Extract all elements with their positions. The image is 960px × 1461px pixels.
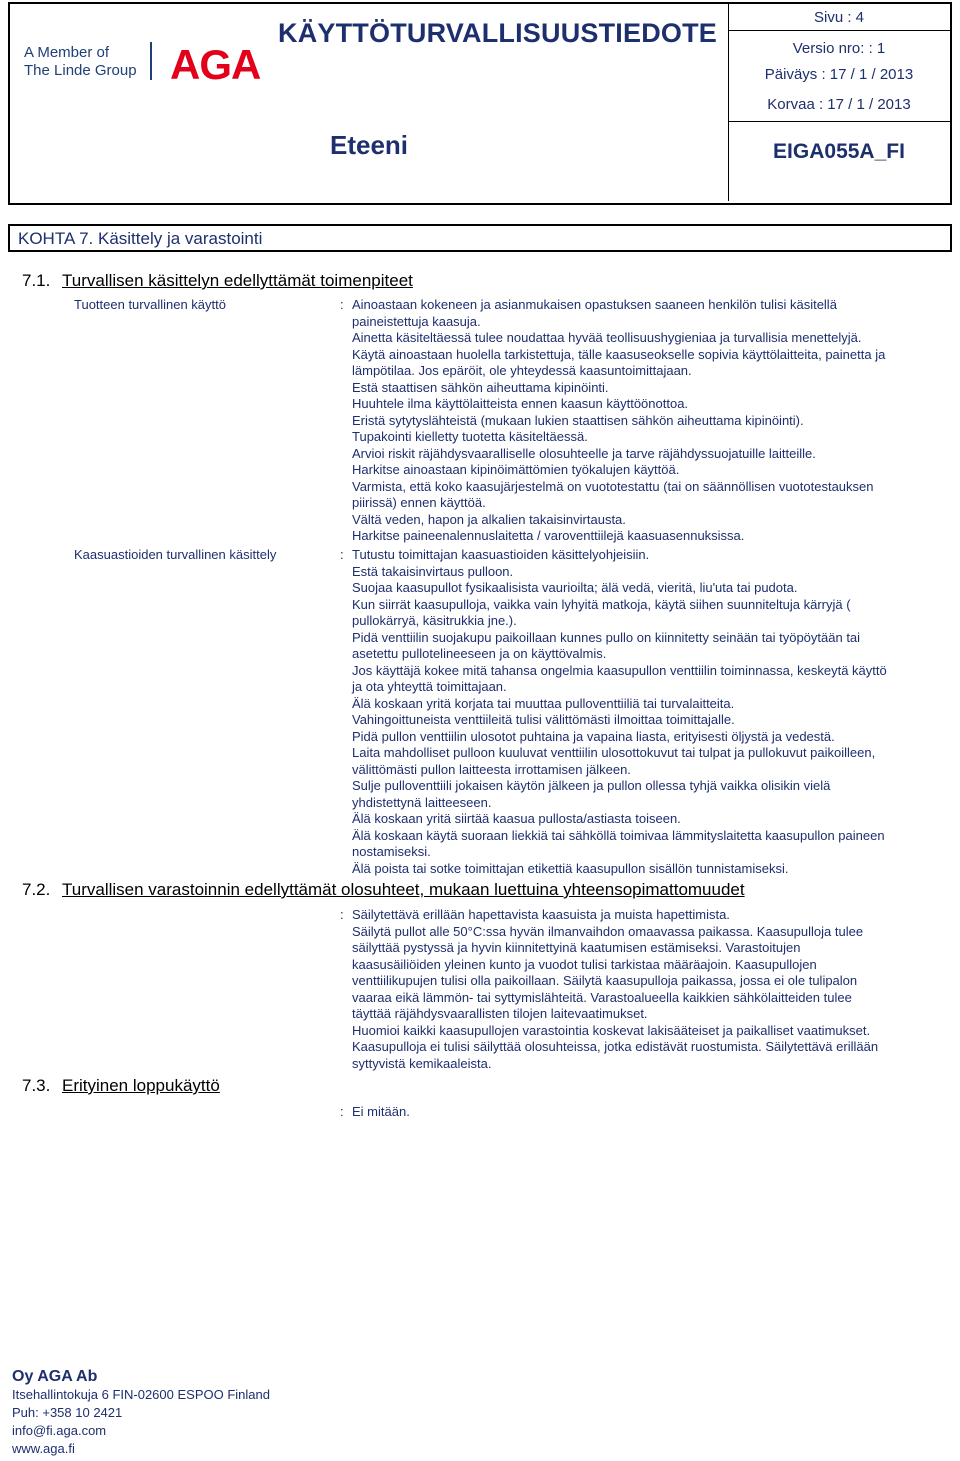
product-use-text	[352, 297, 947, 545]
storage-line: täyttää räjähdysvaarallisten tilojen laitevaatimukset.	[352, 1006, 648, 1021]
container-handling-line: Kun siirrät kaasupulloja, vaikka vain lyhyitä matkoja, käytä siihen suunniteltuja kärryjä (	[352, 596, 851, 612]
section-header	[8, 224, 952, 252]
document-code: EIGA055A_FI	[773, 140, 905, 163]
container-handling-line: Sulje pulloventtiili jokaisen käytön jälkeen ja pullon ollessa tyhjä vaikka olisikin vielä	[352, 778, 831, 793]
logo-divider	[150, 42, 152, 80]
product-name: Eteeni	[330, 130, 409, 160]
linde-logo-line2: The Linde Group	[24, 62, 137, 79]
container-handling-line: pullokärryä, käsitrukkia jne.).	[352, 613, 517, 628]
container-handling-line: asetettu pullotelineeseen ja on käyttövalmis.	[352, 646, 607, 661]
storage-line: Säilytä pullot alle 50°C:ssa hyvän ilmanvaihdon omaavassa paikassa. Kaasupulloja tulee	[352, 923, 864, 939]
page-number: Sivu : 4	[813, 9, 865, 26]
container-handling-line: Älä koskaan yritä siirtää kaasua pullosta/astiasta toiseen.	[352, 811, 681, 826]
container-handling-line: Jos käyttäjä kokee mitä tahansa ongelmia kaasupullon venttiilin toiminnassa, keskeytä käyttö	[352, 662, 887, 678]
label-colon: :	[340, 907, 344, 922]
subsection-title: Turvallisen käsittelyn edellyttämät toimenpiteet	[62, 271, 413, 290]
footer-email[interactable]: info@fi.aga.com	[12, 1423, 107, 1438]
subsection-7-1-heading	[22, 271, 413, 291]
product-use-line: Ainetta käsiteltäessä tulee noudattaa hyvää teollisuushygieniaa ja turvallisia menettelyjä.	[352, 330, 862, 345]
linde-logo-line1: A Member of	[24, 44, 110, 61]
product-use-line: Arvioi riskit räjähdysvaaralliselle olosuhteelle ja tarve räjähdyssuojatuille laitteille.	[352, 445, 816, 461]
container-handling-line: Tutustu toimittajan kaasuastioiden käsittelyohjeisiin.	[352, 547, 650, 562]
section-title: KOHTA 7. Käsittely ja varastointi	[18, 229, 263, 248]
storage-text	[352, 907, 947, 1072]
container-handling-line: Laita mahdolliset pulloon kuuluvat venttiilin ulosottokuvut tai tulpat ja pullokuvut paikoilleen,	[352, 745, 876, 760]
container-handling-line: Älä koskaan yritä korjata tai muuttaa pulloventtiiliä tai turvalaitteita.	[352, 695, 735, 711]
container-handling-text	[352, 547, 947, 877]
footer-address: Itsehallintokuja 6 FIN-02600 ESPOO Finland	[12, 1387, 270, 1402]
aga-logo-text: AGA	[170, 41, 261, 88]
subsection-title: Turvallisen varastoinnin edellyttämät olosuhteet, mukaan luettuina yhteensopimattomuudet	[62, 880, 745, 899]
document-footer	[12, 1368, 270, 1458]
container-handling-line: Suojaa kaasupullot fysikaalisista vaurioilta; älä vedä, vieritä, liu'uta tai pudota.	[352, 580, 798, 595]
storage-line: Säilytettävä erillään hapettavista kaasuista ja muista hapettimista.	[352, 907, 730, 922]
label-colon: :	[340, 297, 344, 312]
product-use-line: piirissä) ennen käyttöä.	[352, 495, 486, 510]
storage-line: venttiilikupujen tulisi olla paikoillaan. Säilytä kaasupulloja paikassa, jossa ei ole tulipalon	[352, 973, 858, 988]
storage-line: syttyvistä kemikaaleista.	[352, 1055, 492, 1071]
container-handling-line: Älä poista tai sotke toimittajan etikettiä kaasupullon sisällön tunnistamiseksi.	[352, 860, 789, 876]
container-handling-label: Kaasuastioiden turvallinen käsittely	[74, 547, 277, 562]
document-title: KÄYTTÖTURVALLISUUSTIEDOTE	[278, 18, 718, 48]
linde-group-logo	[24, 44, 137, 80]
issue-date: Päiväys : 17 / 1 / 2013	[764, 66, 914, 83]
storage-line: vaaraa eikä lämmön- tai syttymislähteitä. Varastoalueella kaikkien sähkölaitteiden tulee	[352, 989, 852, 1005]
product-use-line: Ainoastaan kokeneen ja asianmukaisen opastuksen saaneen henkilön tulisi käsitellä	[352, 297, 837, 312]
container-handling-line: Pidä venttiilin suojakupu paikoillaan kunnes pullo on kiinnitetty seinään tai työpöytään tai	[352, 629, 861, 645]
replaces-date: Korvaa : 17 / 1 / 2013	[767, 96, 911, 113]
storage-line: säilyttää pystyssä ja hyvin kiinnitettyinä kaatumisen estämiseksi. Varastoitujen	[352, 940, 801, 955]
product-use-line: Käytä ainoastaan huolella tarkistettuja, tälle kaasuseokselle sopivia käyttölaitteita, painetta ja	[352, 346, 886, 362]
footer-website[interactable]: www.aga.fi	[12, 1441, 75, 1456]
storage-line: kaasusäiliöiden yleinen kunto ja vuodot tulisi tarkistaa määräajoin. Kaasupullojen	[352, 956, 817, 972]
container-handling-line: Älä koskaan käytä suoraan liekkiä tai sähköllä toimivaa lämmityslaitetta kaasupullon paineen	[352, 827, 885, 843]
container-handling-line: Vahingoittuneista venttiileitä tulisi välittömästi ilmoittaa toimittajalle.	[352, 712, 735, 727]
document-meta	[728, 4, 950, 201]
version-number: Versio nro: : 1	[792, 40, 886, 57]
subsection-7-2-heading	[22, 880, 745, 900]
label-colon: :	[340, 547, 344, 562]
product-use-line: Huuhtele ilma käyttölaitteista ennen kaasun käyttöönottoa.	[352, 396, 689, 411]
meta-divider	[728, 30, 950, 31]
product-use-line: Harkitse paineenalennuslaitetta / varoventtiilejä kaasuasennuksissa.	[352, 528, 745, 543]
product-use-line: Eristä sytytyslähteistä (mukaan lukien staattisen sähkön aiheuttama kipinöinti).	[352, 412, 804, 428]
subsection-number: 7.2.	[22, 880, 51, 899]
container-handling-line: välittömästi pullon laitteesta irrottamisen jälkeen.	[352, 761, 631, 777]
document-header	[8, 2, 952, 205]
container-handling-line: Estä takaisinvirtaus pulloon.	[352, 563, 514, 579]
storage-line: Kaasupulloja ei tulisi säilyttää olosuhteissa, jotka edistävät ruostumista. Säilytettävä erillään	[352, 1039, 879, 1054]
subsection-title: Erityinen loppukäyttö	[62, 1076, 220, 1095]
label-colon: :	[340, 1104, 344, 1119]
product-use-line: Vältä veden, hapon ja alkalien takaisinvirtausta.	[352, 511, 626, 527]
end-use-text: Ei mitään.	[352, 1104, 410, 1119]
product-use-line: Estä staattisen sähkön aiheuttama kipinöinti.	[352, 379, 609, 395]
product-use-line: paineistettuja kaasuja.	[352, 313, 481, 329]
product-use-label: Tuotteen turvallinen käyttö	[74, 297, 226, 312]
product-use-line: Varmista, että koko kaasujärjestelmä on vuototestattu (tai on säännöllisen vuototestauksen	[352, 478, 874, 494]
subsection-number: 7.1.	[22, 271, 51, 290]
footer-company: Oy AGA Ab	[12, 1368, 98, 1385]
container-handling-line: Pidä pullon venttiilin ulosotot puhtaina ja vapaina liasta, erityisesti öljystä ja vedestä.	[352, 728, 835, 744]
storage-line: Huomioi kaikki kaasupullojen varastointia koskevat lakisääteiset ja paikalliset vaatimukset.	[352, 1022, 871, 1038]
product-use-line: lämpötilaa. Jos epäröit, ole yhteydessä kaasuntoimittajaan.	[352, 363, 692, 378]
subsection-7-3-heading	[22, 1076, 220, 1096]
footer-phone: Puh: +358 10 2421	[12, 1405, 123, 1420]
container-handling-line: nostamiseksi.	[352, 844, 431, 859]
meta-divider	[728, 121, 950, 122]
subsection-number: 7.3.	[22, 1076, 51, 1095]
product-use-line: Tupakointi kielletty tuotetta käsiteltäessä.	[352, 429, 588, 444]
aga-logo	[170, 39, 261, 88]
container-handling-line: yhdistettynä laitteeseen.	[352, 794, 492, 810]
container-handling-line: ja ota yhteyttä toimittajaan.	[352, 679, 507, 694]
product-use-line: Harkitse ainoastaan kipinöimättömien työkalujen käyttöä.	[352, 462, 680, 477]
